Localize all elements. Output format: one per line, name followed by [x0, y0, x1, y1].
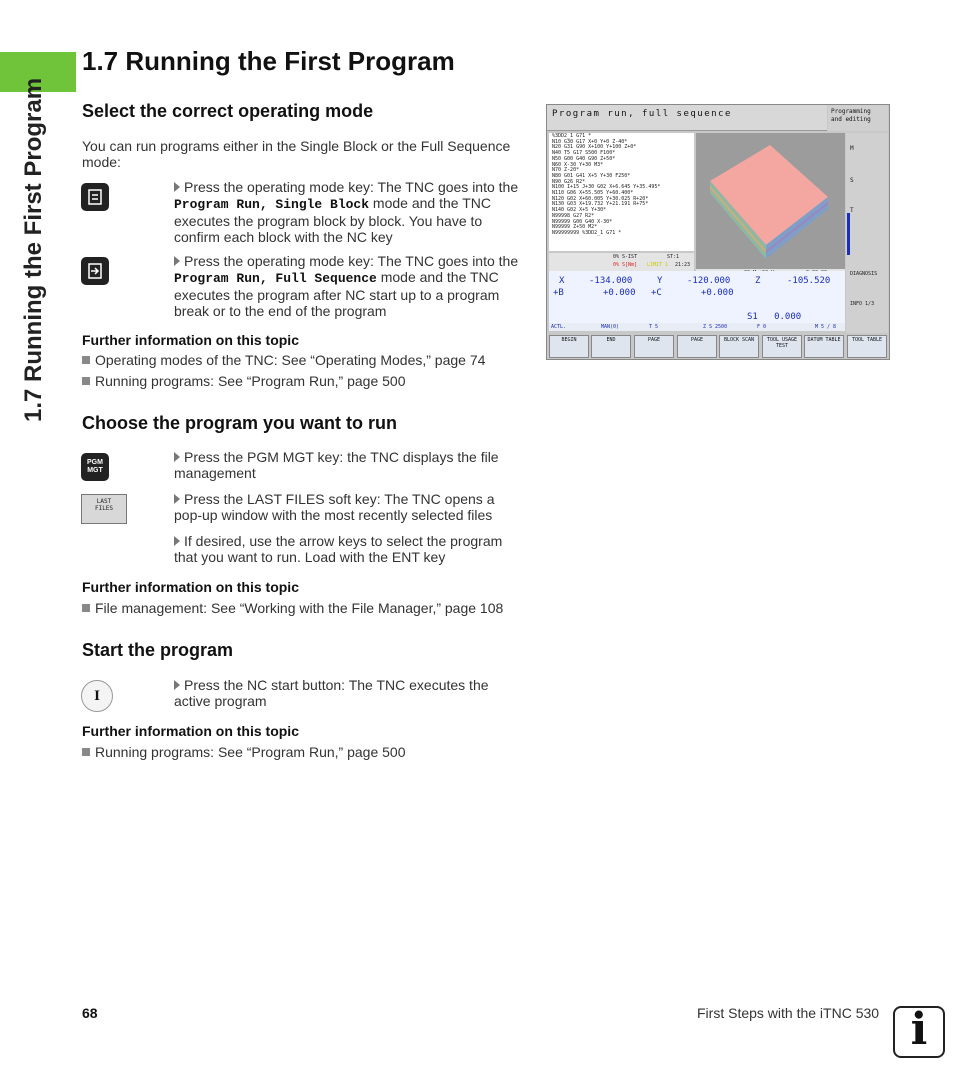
step-arrow-icon	[174, 182, 180, 192]
step-arrow-icon	[174, 494, 180, 504]
side-panel-indicator	[847, 213, 850, 255]
section-heading-operating-mode: Select the correct operating mode	[82, 101, 374, 121]
further-info-heading: Further information on this topic	[82, 579, 299, 595]
screen-softkey-row	[547, 333, 888, 359]
bullet-icon	[82, 377, 90, 385]
step-nc-start: Press the NC start button: The TNC executes the active program	[174, 677, 489, 709]
full-sequence-mode-key[interactable]	[81, 257, 109, 285]
step-select-program: If desired, use the arrow keys to select the program that you want to run. Load with the ENT key	[174, 533, 503, 565]
link-file-manager[interactable]: File management: See “Working with the File Manager,” page 108	[82, 600, 503, 616]
screen-status-bar: 0% S-IST ST:1 0% S[Nm] LIMIT 1 21:23	[549, 253, 694, 271]
sidebar-chapter-label: 1.7 Running the First Program	[20, 77, 47, 422]
link-program-run[interactable]: Running programs: See “Program Run,” page 500	[82, 373, 406, 389]
screen-workpiece-graphic	[696, 133, 845, 269]
softkey-begin[interactable]: BEGIN	[549, 335, 589, 358]
step-full-sequence: Press the operating mode key: The TNC goes into the Program Run, Full Sequence mode and the TNC executes the program after NC start up to a program break or to the end of the program	[174, 253, 519, 319]
tnc-screen	[546, 104, 890, 360]
nc-start-button[interactable]: I	[81, 680, 113, 712]
step-single-block: Press the operating mode key: The TNC goes into the Program Run, Single Block mode and the TNC executes the program block by block. You have to confirm each block with the NC key	[174, 179, 519, 245]
last-files-softkey[interactable]: LAST FILES	[81, 494, 127, 524]
screen-mode-title: Program run, full sequence	[547, 105, 827, 131]
softkey-page-down[interactable]: PAGE	[677, 335, 717, 358]
softkey-datum-table[interactable]: DATUM TABLE	[804, 335, 844, 358]
link-operating-modes[interactable]: Operating modes of the TNC: See “Operating Modes,” page 74	[82, 352, 485, 368]
single-block-icon	[86, 188, 104, 206]
info-icon: i	[893, 1006, 945, 1058]
softkey-tool-usage-test[interactable]: TOOL USAGE TEST	[762, 335, 802, 358]
softkey-tool-table[interactable]: TOOL TABLE	[847, 335, 887, 358]
footer-title: First Steps with the iTNC 530	[697, 1005, 880, 1021]
screen-position-display: X -134.000 Y -120.000 Z -105.520 +B +0.000 +C +0.000 S1 0.000 ACTL. MAN(0) T 5 Z S 2500 F 0 M 5 / 8	[549, 271, 845, 331]
bullet-icon	[82, 748, 90, 756]
step-pgm-mgt: Press the PGM MGT key: the TNC displays the file management	[174, 449, 499, 481]
pgm-mgt-key[interactable]: PGM MGT	[81, 453, 109, 481]
softkey-page-up[interactable]: PAGE	[634, 335, 674, 358]
screen-side-panel: M S T DIAGNOSIS INFO 1/3	[846, 133, 888, 333]
screen-mode-secondary: Programming and editing	[828, 105, 888, 131]
page-number: 68	[82, 1005, 98, 1021]
page-title: 1.7 Running the First Program	[82, 46, 455, 76]
section-heading-choose-program: Choose the program you want to run	[82, 413, 398, 433]
further-info-heading: Further information on this topic	[82, 332, 299, 348]
full-sequence-icon	[86, 262, 104, 280]
section1-intro: You can run programs either in the Single Block or the Full Sequence mode:	[82, 138, 511, 170]
step-arrow-icon	[174, 256, 180, 266]
workpiece-3d-icon	[696, 133, 845, 269]
step-arrow-icon	[174, 452, 180, 462]
further-info-heading: Further information on this topic	[82, 723, 299, 739]
section-heading-start-program: Start the program	[82, 640, 234, 660]
step-arrow-icon	[174, 536, 180, 546]
bullet-icon	[82, 356, 90, 364]
softkey-block-scan[interactable]: BLOCK SCAN	[719, 335, 759, 358]
softkey-end[interactable]: END	[591, 335, 631, 358]
link-program-run-2[interactable]: Running programs: See “Program Run,” page 500	[82, 744, 406, 760]
step-last-files: Press the LAST FILES soft key: The TNC opens a pop-up window with the most recently selected files	[174, 491, 495, 523]
step-arrow-icon	[174, 680, 180, 690]
single-block-mode-key[interactable]	[81, 183, 109, 211]
screen-program-listing: %3DD2_1 G71 * N10 G30 G17 X+0 Y+0 Z-40* N20 G31 G90 X+100 Y+100 Z+0* N40 T5 G17 S500 F100* N50 G00 G40 G90 Z+50* N60 X-30 Y+30 M3* N70 Z-20* N80 G01 G41 X+5 Y+30 F250* N90 G26 R2* N100 I+15 J+30 G02 X+6.645 Y+35.495* N110 G06 X+55.505 Y+60.400* N120 G02 X+60.005 Y+30.025 R+20* N130 G03 X+19.732 Y+21.191 R+75* N140 G02 X+5 Y+30* N99998 G27 R2* N99999 G00 G40 X-30* N99999 Z+50 M2* N99999999 %3DD2_1 G71 *	[549, 133, 694, 251]
bullet-icon	[82, 604, 90, 612]
